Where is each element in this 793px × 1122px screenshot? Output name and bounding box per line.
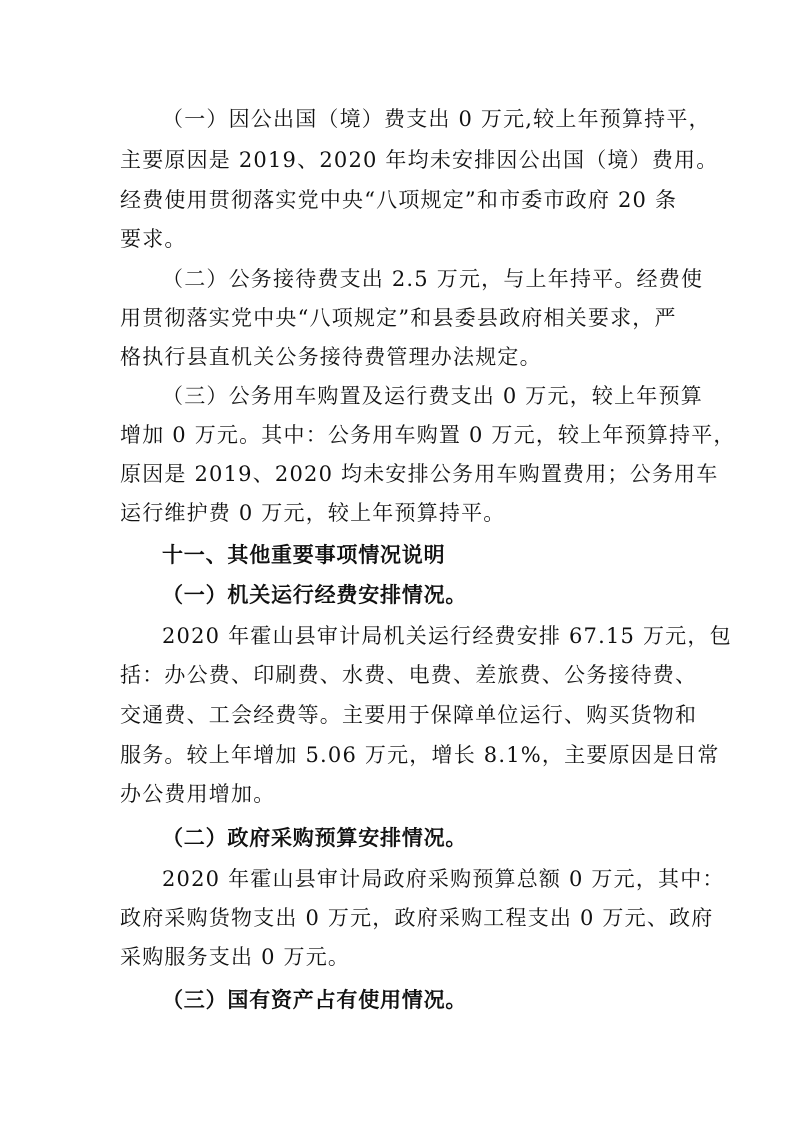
paragraph-line: 交通费、工会经费等。主要用于保障单位运行、购买货物和 [120,703,698,727]
paragraph-line: 办公费用增加。 [120,782,276,806]
paragraph-line: 格执行县直机关公务接待费管理办法规定。 [120,345,542,369]
paragraph-line: （二）公务接待费支出 2.5 万元，与上年持平。经费使 [162,267,704,291]
paragraph-line: 服务。较上年增加 5.06 万元，增长 8.1%，主要原因是日常 [120,743,720,767]
paragraph-line: 运行维护费 0 万元，较上年预算持平。 [120,501,506,525]
paragraph-line: 要求。 [120,227,187,251]
paragraph-line: 政府采购货物支出 0 万元，政府采购工程支出 0 万元、政府 [120,906,714,930]
section-heading: 十一、其他重要事项情况说明 [162,543,446,567]
subsection-heading: （三）国有资产占有使用情况。 [162,988,468,1012]
paragraph-line: 2020 年霍山县审计局政府采购预算总额 0 万元，其中： [162,867,725,891]
paragraph-line: 括：办公费、印刷费、水费、电费、差旅费、公务接待费、 [120,663,698,687]
paragraph-line: 经费使用贯彻落实党中央“八项规定”和市委市政府 20 条 [120,188,678,212]
paragraph-line: 用贯彻落实党中央“八项规定”和县委县政府相关要求，严 [120,306,677,330]
paragraph-line: 增加 0 万元。其中：公务用车购置 0 万元，较上年预算持平， [120,423,736,447]
paragraph-line: 采购服务支出 0 万元。 [120,945,351,969]
subsection-heading: （一）机关运行经费安排情况。 [162,583,468,607]
paragraph-line: 2020 年霍山县审计局机关运行经费安排 67.15 万元，包 [162,624,732,648]
paragraph-line: 主要原因是 2019、2020 年均未安排因公出国（境）费用。 [120,148,719,172]
subsection-heading: （二）政府采购预算安排情况。 [162,826,468,850]
paragraph-line: （一）因公出国（境）费支出 0 万元,较上年预算持平， [162,107,711,131]
paragraph-line: 原因是 2019、2020 均未安排公务用车购置费用；公务用车 [120,462,719,486]
paragraph-line: （三）公务用车购置及运行费支出 0 万元，较上年预算 [162,384,703,408]
